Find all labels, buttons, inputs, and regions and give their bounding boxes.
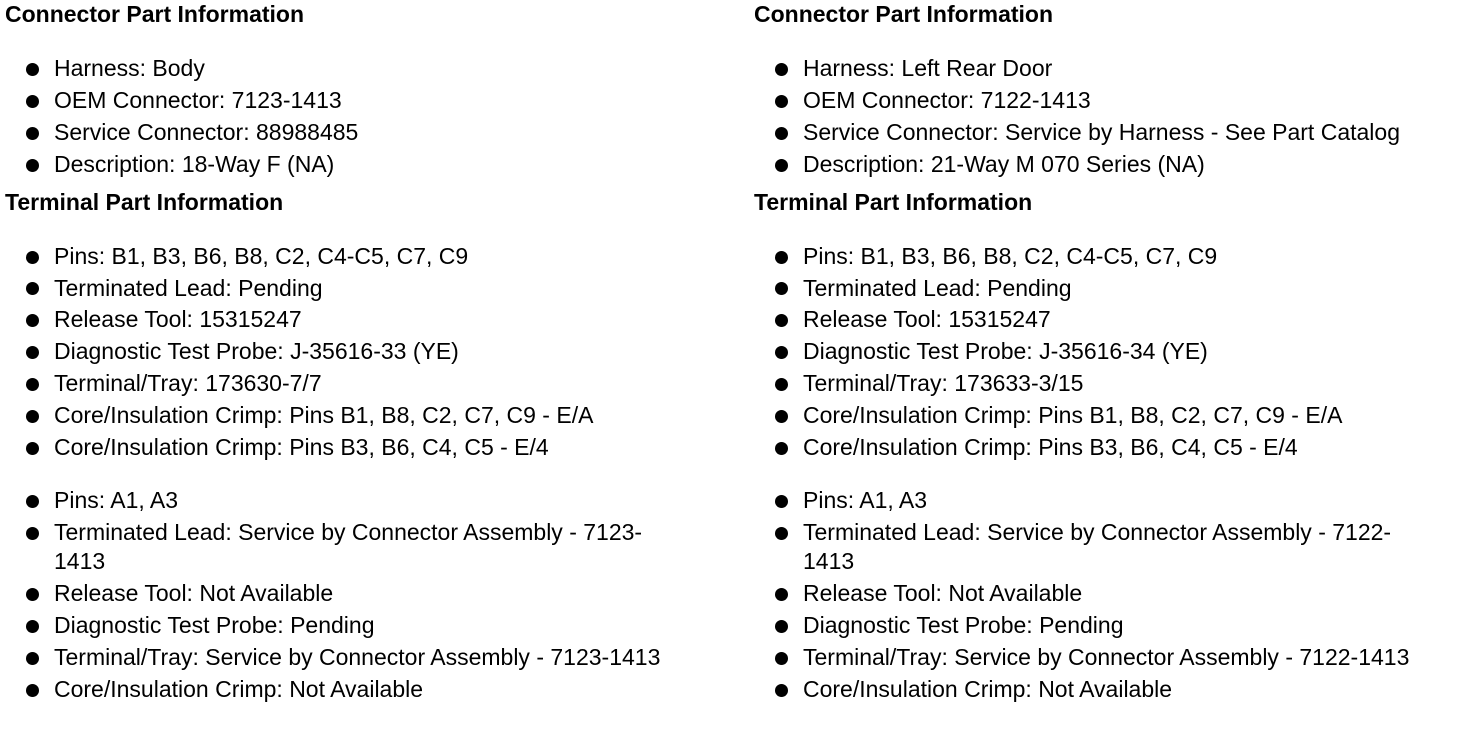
list-item: Harness: Body <box>5 53 725 85</box>
list-item: Pins: A1, A3 <box>5 485 725 517</box>
bullet-icon <box>775 159 788 172</box>
bullet-icon <box>775 652 788 665</box>
list-item: Diagnostic Test Probe: J-35616-34 (YE) <box>754 336 1472 368</box>
list-item: Core/Insulation Crimp: Pins B3, B6, C4, C5 - E/4 <box>5 432 725 464</box>
bullet-icon <box>26 127 39 140</box>
bullet-icon <box>26 159 39 172</box>
list-item: Release Tool: Not Available <box>754 578 1472 610</box>
terminal-group-1-list <box>754 241 1472 464</box>
list-item: Core/Insulation Crimp: Not Available <box>754 674 1472 706</box>
list-item: Pins: B1, B3, B6, B8, C2, C4-C5, C7, C9 <box>5 241 725 273</box>
right-column <box>754 0 1472 705</box>
bullet-icon <box>775 684 788 697</box>
list-item: Release Tool: Not Available <box>5 578 725 610</box>
list-item: Description: 18-Way F (NA) <box>5 149 725 181</box>
list-item: Pins: A1, A3 <box>754 485 1472 517</box>
bullet-icon <box>26 63 39 76</box>
connector-part-list <box>754 53 1472 181</box>
list-item: Terminated Lead: Pending <box>5 272 725 304</box>
list-item: Terminated Lead: Service by Connector Assembly - 7123-1413 <box>5 517 654 578</box>
bullet-icon <box>775 527 788 540</box>
bullet-icon <box>26 282 39 295</box>
list-item: Terminal/Tray: Service by Connector Assembly - 7123-1413 <box>5 642 725 674</box>
list-item: Terminated Lead: Service by Connector Assembly - 7122-1413 <box>754 517 1403 578</box>
bullet-icon <box>775 314 788 327</box>
bullet-icon <box>775 127 788 140</box>
list-item: Terminal/Tray: Service by Connector Assembly - 7122-1413 <box>754 642 1472 674</box>
bullet-icon <box>775 95 788 108</box>
terminal-group-1-list <box>5 241 725 464</box>
terminal-part-heading: Terminal Part Information <box>5 188 284 215</box>
bullet-icon <box>26 378 39 391</box>
connector-part-heading: Connector Part Information <box>5 1 305 27</box>
bullet-icon <box>26 620 39 633</box>
bullet-icon <box>775 620 788 633</box>
list-item: Service Connector: Service by Harness - See Part Catalog <box>754 117 1472 149</box>
list-item: Core/Insulation Crimp: Pins B1, B8, C2, C7, C9 - E/A <box>5 400 725 432</box>
list-item: Terminal/Tray: 173633-3/15 <box>754 368 1472 400</box>
list-item: Release Tool: 15315247 <box>5 304 725 336</box>
list-item: Diagnostic Test Probe: J-35616-33 (YE) <box>5 336 725 368</box>
bullet-icon <box>26 410 39 423</box>
list-item: Diagnostic Test Probe: Pending <box>754 610 1472 642</box>
bullet-icon <box>775 588 788 601</box>
connector-part-heading: Connector Part Information <box>754 1 1054 27</box>
list-item: Service Connector: 88988485 <box>5 117 725 149</box>
list-item: Description: 21-Way M 070 Series (NA) <box>754 149 1472 181</box>
list-item: Harness: Left Rear Door <box>754 53 1472 85</box>
list-item: OEM Connector: 7123-1413 <box>5 85 725 117</box>
bullet-icon <box>775 495 788 508</box>
bullet-icon <box>26 495 39 508</box>
left-column <box>5 0 725 705</box>
list-item: Pins: B1, B3, B6, B8, C2, C4-C5, C7, C9 <box>754 241 1472 273</box>
list-item: Terminal/Tray: 173630-7/7 <box>5 368 725 400</box>
bullet-icon <box>26 346 39 359</box>
terminal-group-2-list <box>754 485 1472 706</box>
bullet-icon <box>26 314 39 327</box>
list-item: Release Tool: 15315247 <box>754 304 1472 336</box>
list-item: Core/Insulation Crimp: Pins B3, B6, C4, C5 - E/4 <box>754 432 1472 464</box>
terminal-group-2-list <box>5 485 725 706</box>
bullet-icon <box>775 378 788 391</box>
bullet-icon <box>26 652 39 665</box>
list-item: Core/Insulation Crimp: Pins B1, B8, C2, C7, C9 - E/A <box>754 400 1472 432</box>
terminal-part-heading: Terminal Part Information <box>754 188 1033 215</box>
bullet-icon <box>26 95 39 108</box>
list-item: OEM Connector: 7122-1413 <box>754 85 1472 117</box>
bullet-icon <box>775 410 788 423</box>
list-item: Terminated Lead: Pending <box>754 272 1472 304</box>
list-item: Diagnostic Test Probe: Pending <box>5 610 725 642</box>
bullet-icon <box>26 684 39 697</box>
bullet-icon <box>775 442 788 455</box>
bullet-icon <box>26 251 39 264</box>
bullet-icon <box>26 442 39 455</box>
bullet-icon <box>775 346 788 359</box>
bullet-icon <box>26 527 39 540</box>
bullet-icon <box>775 282 788 295</box>
bullet-icon <box>775 63 788 76</box>
bullet-icon <box>775 251 788 264</box>
list-item: Core/Insulation Crimp: Not Available <box>5 674 725 706</box>
bullet-icon <box>26 588 39 601</box>
connector-part-list <box>5 53 725 181</box>
